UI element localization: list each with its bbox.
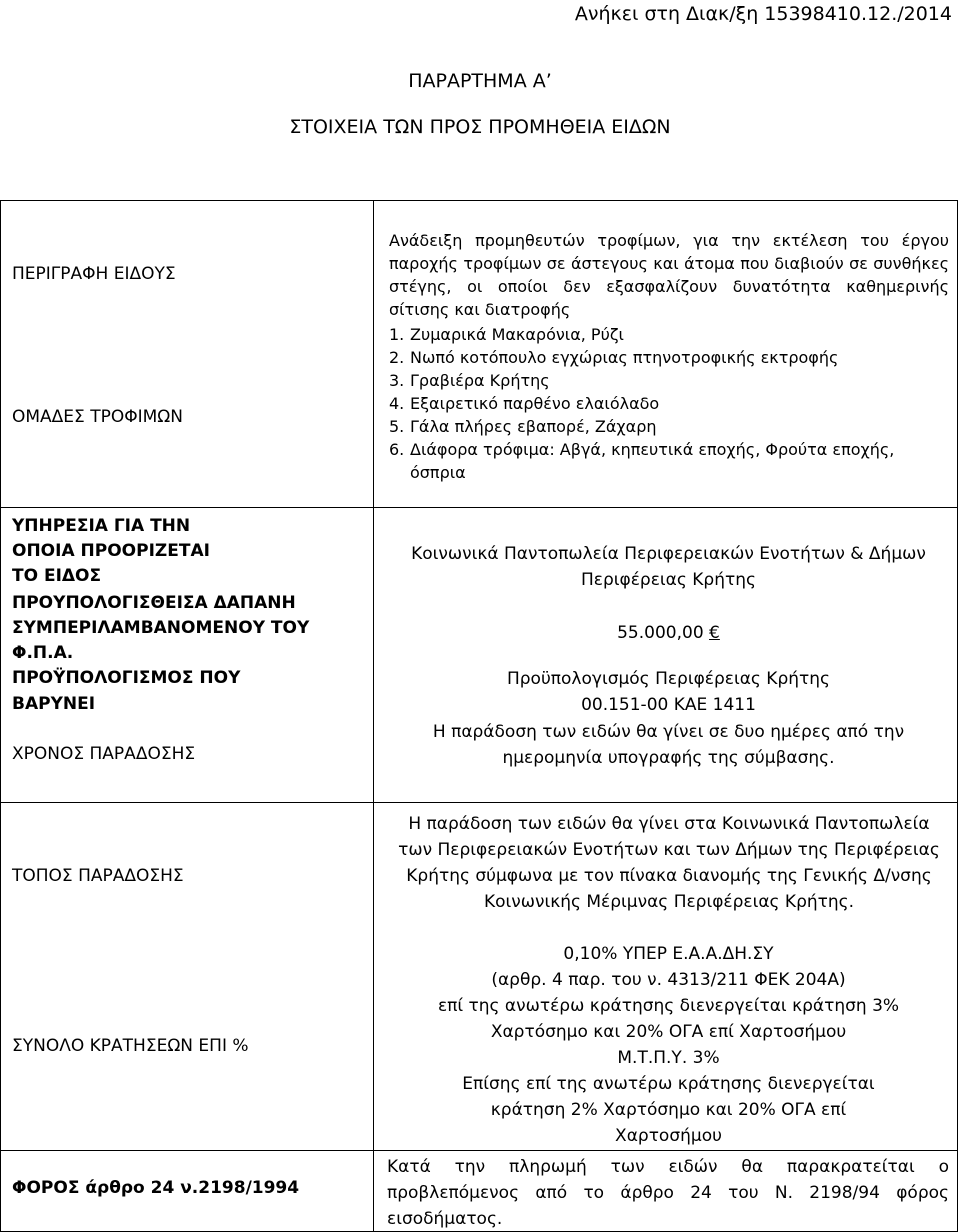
food-items-list xyxy=(389,323,949,484)
delivery-place-value: Η παράδοση των ειδών θα γίνει στα Κοινωνικά Παντοπωλεία των Περιφερειακών Ενοτήτων και των Δήμων της Περιφέρειας Κρήτης σύμφωνα με τον πίνακα διανομής της Γενικής Δ/νσης Κοινωνικής Μέριμνας Περιφέρειας Κρήτης. xyxy=(398,814,940,912)
delivery-time-value: Η παράδοση των ειδών θα γίνει σε δυο ημέρες από την ημερομηνία υπογραφής της σύμβασης. xyxy=(432,722,905,768)
label-deductions: ΣΥΝΟΛΟ ΚΡΑΤΗΣΕΩΝ ΕΠΙ % xyxy=(12,1036,249,1056)
budget-value: 55.000,00 € xyxy=(617,623,720,643)
list-item: 4. Εξαιρετικό παρθένο ελαιόλαδο xyxy=(389,394,660,413)
label-service: ΥΠΗΡΕΣΙΑ ΓΙΑ ΤΗΝ ΟΠΟΙΑ ΠΡΟΟΡΙΖΕΤΑΙ ΤΟ ΕΙΔΟΣ xyxy=(12,516,210,586)
specs-table-upper xyxy=(0,200,958,803)
service-value: Κοινωνικά Παντοπωλεία Περιφερειακών Ενοτήτων & Δήμων Περιφέρειας Κρήτης xyxy=(411,544,926,590)
column-divider xyxy=(373,201,374,802)
list-item: 1. Ζυμαρικά Μακαρόνια, Ρύζι xyxy=(389,325,624,344)
list-item: 5. Γάλα πλήρες εβαπορέ, Ζάχαρη xyxy=(389,417,657,436)
list-item: 6. Διάφορα τρόφιμα: Αβγά, κηπευτικά εποχής, Φρούτα εποχής, όσπρια xyxy=(389,440,895,482)
label-description: ΠΕΡΙΓΡΑΦΗ ΕΙΔΟΥΣ xyxy=(12,264,176,284)
row-divider xyxy=(1,1150,957,1151)
specs-table-lower xyxy=(0,803,958,1232)
label-delivery-time: ΧΡΟΝΟΣ ΠΑΡΑΔΟΣΗΣ xyxy=(12,744,196,764)
document-reference: Ανήκει στη Διακ/ξη 15398410.12./2014 xyxy=(574,3,952,25)
euro-icon: € xyxy=(709,623,720,643)
tax-value: Κατά την πληρωμή των ειδών θα παρακρατείται ο προβλεπόμενος από το άρθρο 24 του Ν. 2198/94 φόρος εισοδήματος. xyxy=(387,1157,949,1229)
charged-budget-value: Προϋπολογισμός Περιφέρειας Κρήτης 00.151-00 ΚΑΕ 1411 xyxy=(506,669,831,715)
label-tax: ΦΟΡΟΣ άρθρο 24 ν.2198/1994 xyxy=(12,1178,300,1198)
label-charged-budget: ΠΡΟΫΠΟΛΟΓΙΣΜΟΣ ΠΟΥ ΒΑΡΥΝΕΙ xyxy=(12,668,241,714)
row-divider xyxy=(1,507,957,508)
annex-subtitle: ΣΤΟΙΧΕΙΑ ΤΩΝ ΠΡΟΣ ΠΡΟΜΗΘΕΙΑ ΕΙΔΩΝ xyxy=(289,116,671,138)
list-item: 2. Νωπό κοτόπουλο εγχώριας πτηνοτροφικής εκτροφής xyxy=(389,348,839,367)
column-divider xyxy=(373,803,374,1231)
label-delivery-place: ΤΟΠΟΣ ΠΑΡΑΔΟΣΗΣ xyxy=(12,866,184,886)
label-food-groups: ΟΜΑΔΕΣ ΤΡΟΦΙΜΩΝ xyxy=(12,407,183,427)
description-text: Ανάδειξη προμηθευτών τροφίμων, για την εκτέλεση του έργου παροχής τροφίμων σε άστεγους και άτομα που διαβιούν σε συνθήκες στέγης, οι οποίοι δεν εξασφαλίζουν δυνατότητα καθημερινής σίτισης και διατροφής xyxy=(389,231,949,319)
deductions-value: 0,10% ΥΠΕΡ Ε.Α.Α.ΔΗ.ΣΥ (αρθρ. 4 παρ. του ν. 4313/211 ΦΕΚ 204Α) επί της ανωτέρω κράτησης διενεργείται κράτηση 3% Χαρτόσημο και 20% ΟΓΑ επί Χαρτοσήμου Μ.Τ.Π.Υ. 3% Επίσης επί της ανωτέρω κράτησης διενεργείται κράτηση 2% Χαρτόσημο και 20% ΟΓΑ επί Χαρτοσήμου xyxy=(437,944,900,1146)
label-budget: ΠΡΟΥΠΟΛΟΓΙΣΘΕΙΣΑ ΔΑΠΑΝΗ ΣΥΜΠΕΡΙΛΑΜΒΑΝΟΜΕΝΟΥ ΤΟΥ Φ.Π.Α. xyxy=(12,593,310,663)
annex-title: ΠΑΡΑΡΤΗΜΑ Α’ xyxy=(408,70,552,92)
list-item: 3. Γραβιέρα Κρήτης xyxy=(389,371,550,390)
